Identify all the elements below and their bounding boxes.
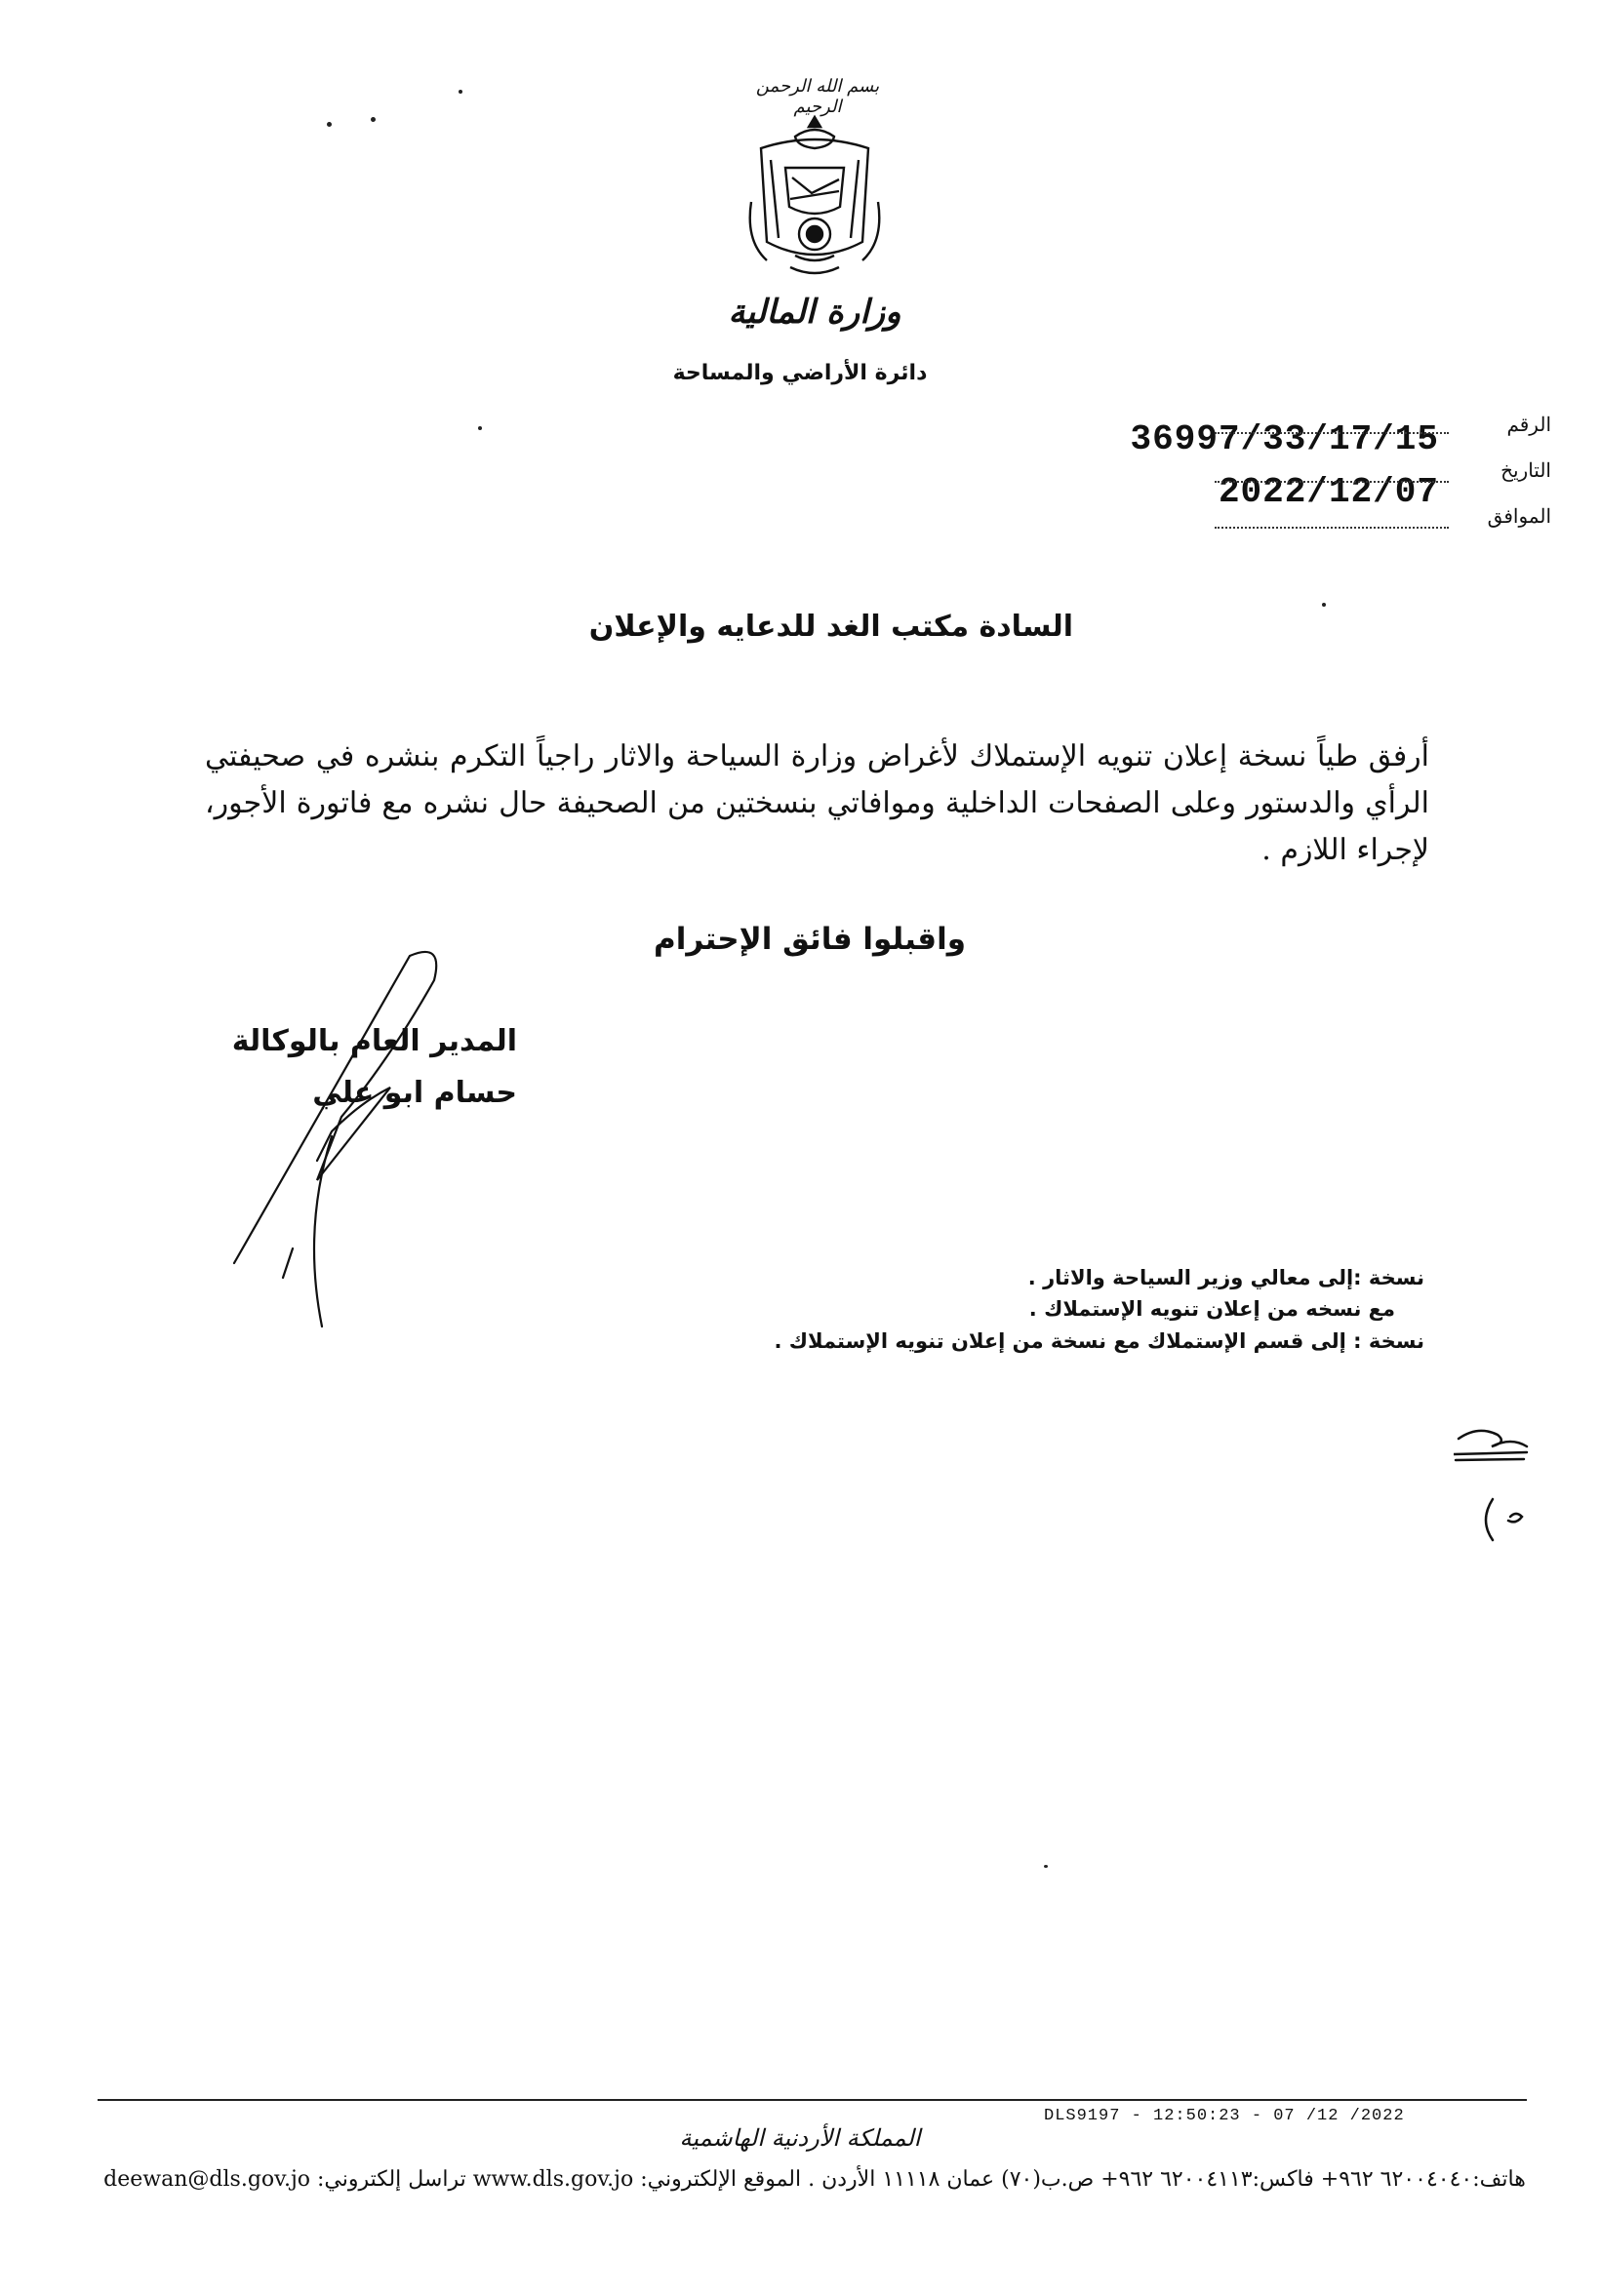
scan-speck: [1044, 1865, 1048, 1868]
signer-title: المدير العام بالوكالة: [231, 1024, 517, 1058]
signer-name: حسام ابو علي: [312, 1076, 517, 1110]
scan-speck: [371, 117, 376, 122]
cc-line-2: مع نسخه من إعلان تنويه الإستملاك .: [1028, 1297, 1395, 1321]
date-dotted-line: [1215, 481, 1449, 483]
basmala-heading: بسم الله الرحمن الرحيم: [755, 76, 880, 117]
ministry-name: وزارة المالية: [728, 293, 901, 332]
letter-body: أرفق طياً نسخة إعلان تنويه الإستملاك لأغراض وزارة السياحة والاثار راجياً التكرم بنشره في صحيفتي الرأي والدستور وعلى الصفحات الداخلية وموافاتي بنسختين من الصحيفة حال نشره مع فاتورة الأجور، لإجراء اللازم .: [205, 739, 1429, 867]
scan-speck: [459, 90, 462, 94]
department-name: دائرة الأراضي والمساحة: [672, 361, 928, 385]
reference-number-value: 36997/33/17/15: [1130, 419, 1439, 459]
contact-details: هاتف:٦٢٠٠٤٠٤٠ ٩٦٢+ فاكس:٦٢٠٠٤١١٣ ٩٦٢+ ص.ب(٧٠) عمان ١١١١٨ الأردن . الموقع الإلكتروني: www.dls.gov.jo تراسل إلكتروني: deewan@dls.gov.jo: [103, 2167, 1526, 2192]
reference-number-label: الرقم: [1506, 415, 1551, 436]
corresponding-date-dotted-line: [1215, 527, 1449, 529]
reference-number-dotted-line: [1215, 432, 1449, 434]
handwritten-signature: [224, 936, 537, 1336]
recipient-line: السادة مكتب الغد للدعايه والإعلان: [588, 610, 1073, 644]
handwritten-initials: [1454, 1409, 1532, 1546]
scan-speck: [327, 122, 332, 127]
kingdom-name: المملكة الأردنية الهاشمية: [679, 2124, 921, 2152]
footer-divider: [98, 2099, 1527, 2101]
scan-speck: [478, 426, 482, 430]
date-label: التاريخ: [1500, 460, 1551, 482]
date-value: 2022/12/07: [1218, 472, 1439, 512]
scan-speck: [1322, 603, 1326, 607]
cc-line-3: نسخة : إلى قسم الإستملاك مع نسخة من إعلان تنويه الإستملاك .: [774, 1329, 1424, 1353]
document-timestamp: DLS9197 - 12:50:23 - 07 /12 /2022: [1044, 2107, 1405, 2125]
closing-salutation: واقبلوا فائق الإحترام: [653, 922, 966, 957]
cc-line-1: نسخة :إلى معالي وزير السياحة والاثار .: [1027, 1266, 1424, 1289]
coat-of-arms-emblem: [741, 109, 888, 285]
corresponding-date-label: الموافق: [1487, 506, 1551, 528]
